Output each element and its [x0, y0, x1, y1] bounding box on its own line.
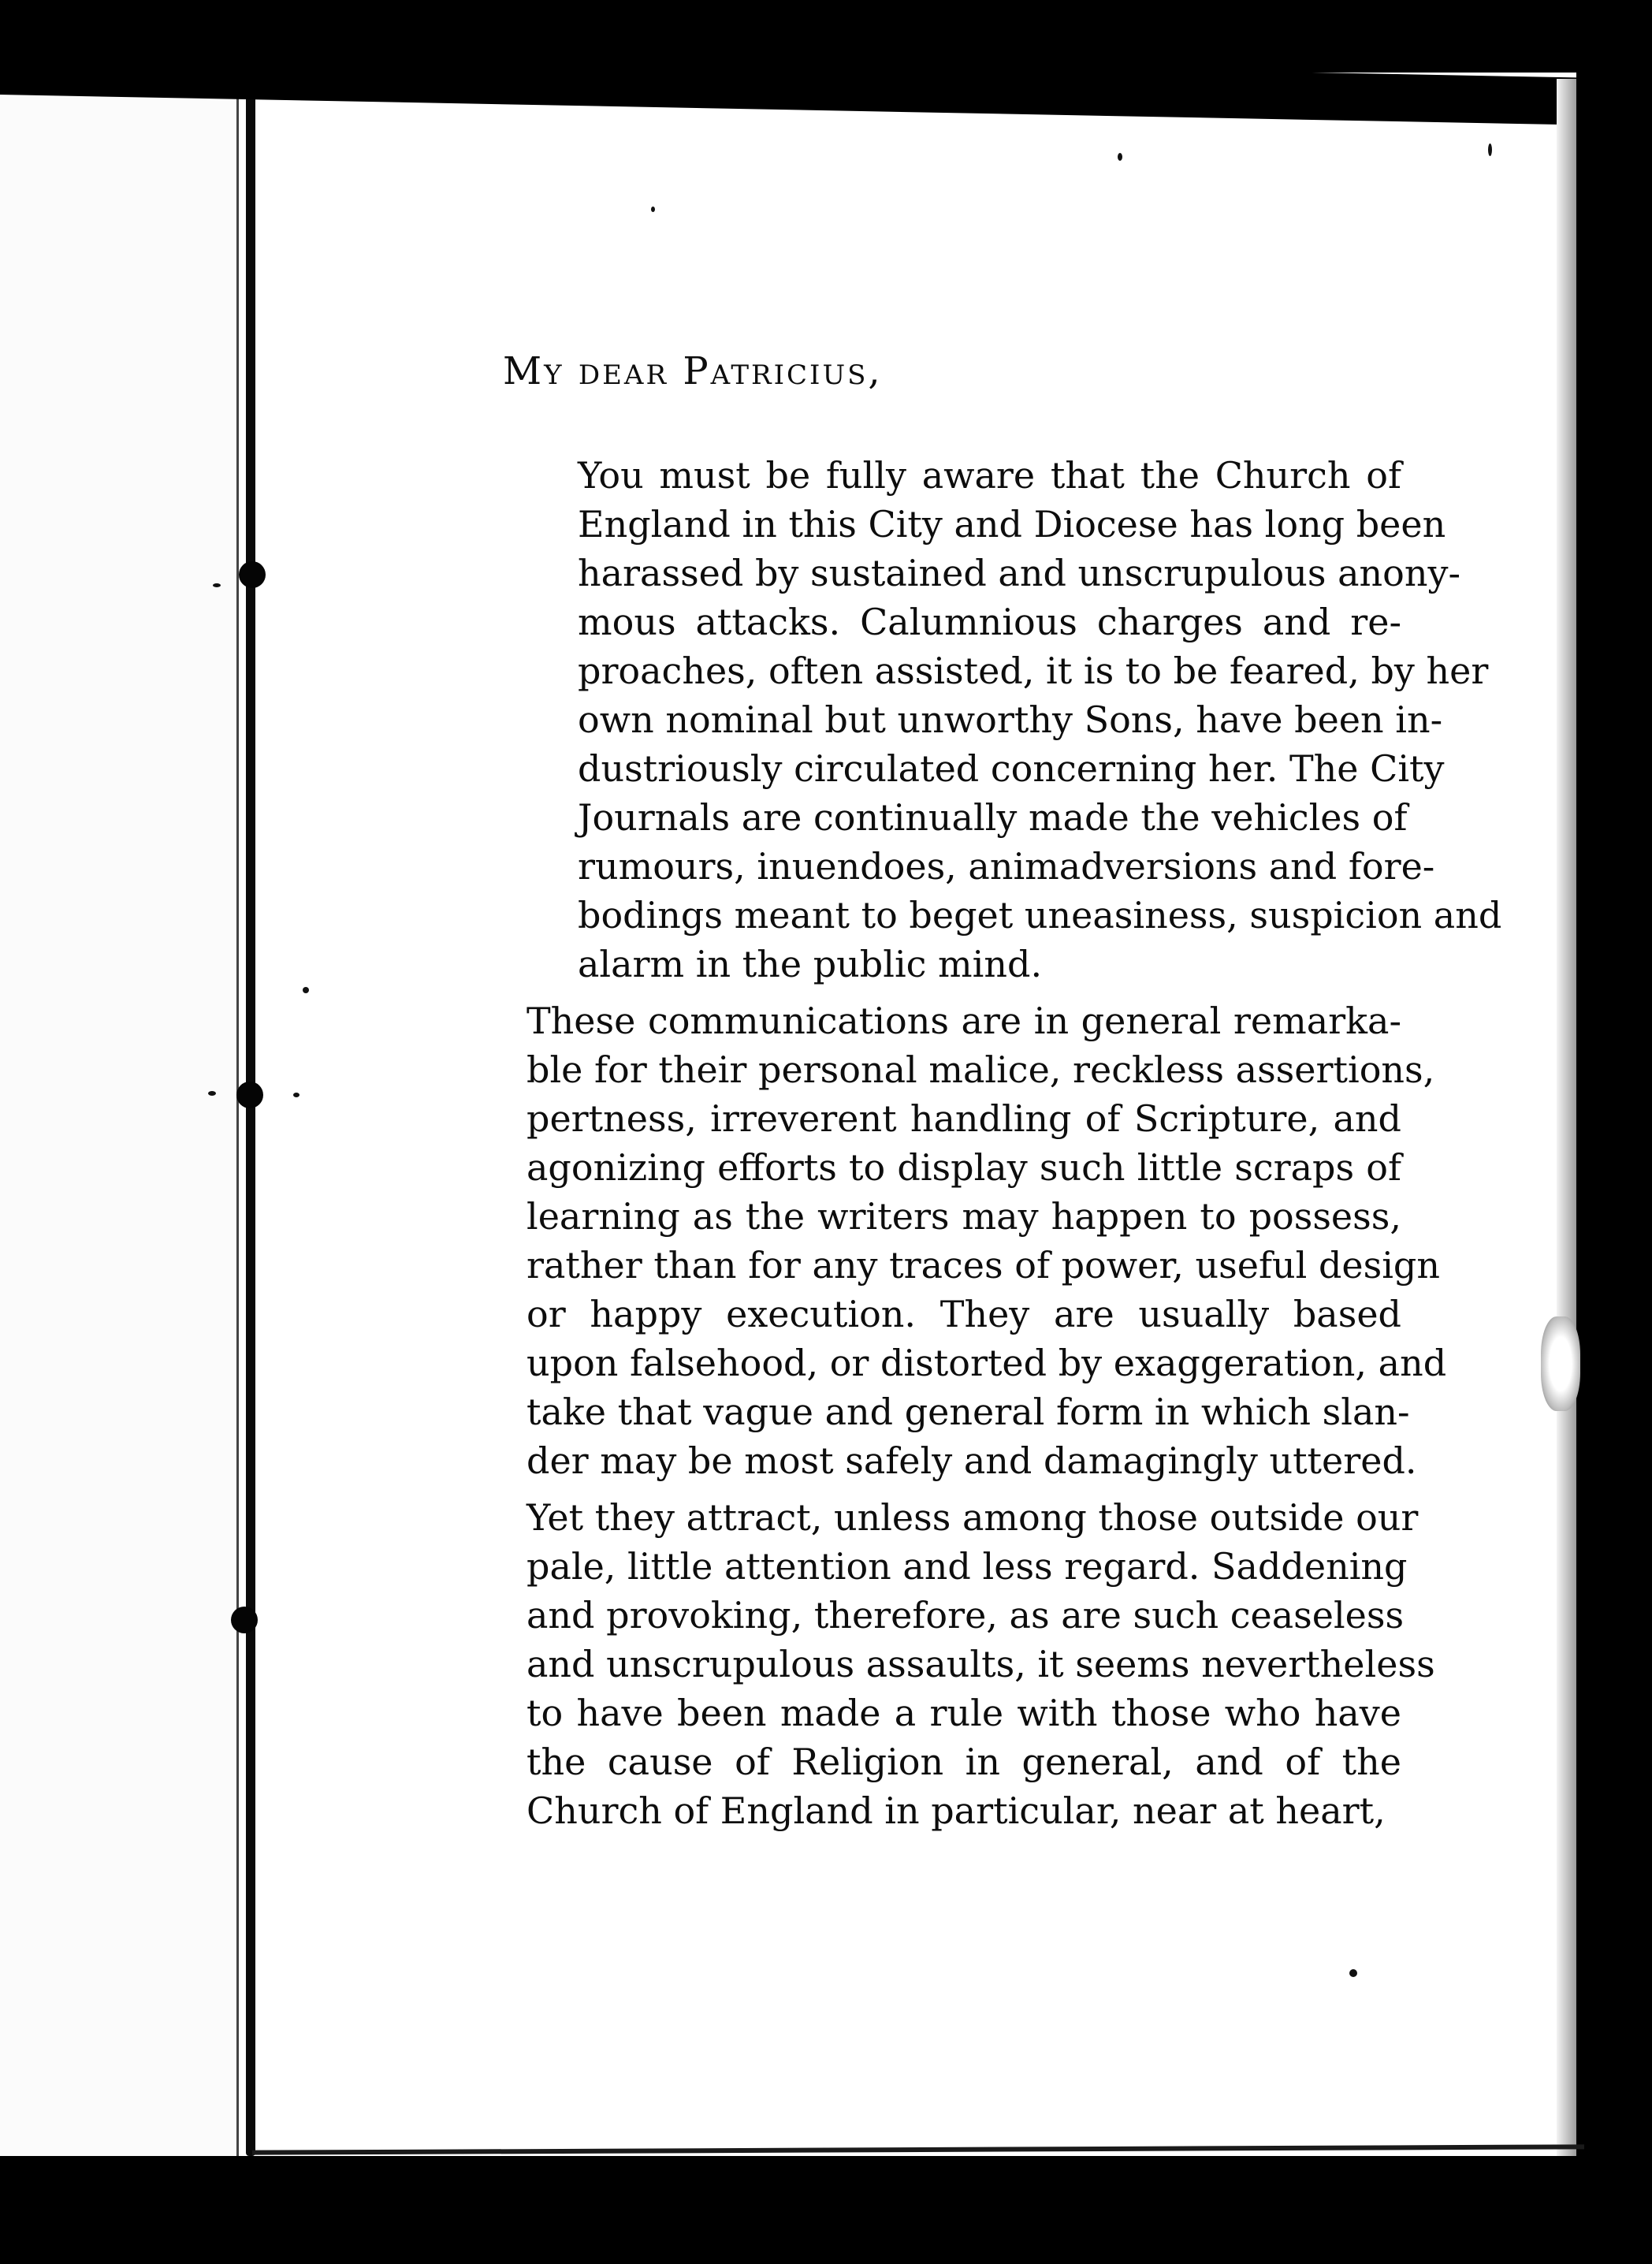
- text-line: You must be fully aware that the Church of: [578, 454, 1401, 497]
- paragraph-2: [471, 996, 1447, 1485]
- binding-stitch: [236, 1082, 263, 1108]
- binding-stitch: [231, 1607, 258, 1633]
- scan-right-border: [1576, 0, 1652, 2264]
- ink-speck: [651, 207, 655, 212]
- text-line: England in this City and Diocese has long been: [578, 503, 1446, 546]
- text-line: rumours, inuendoes, animadversions and fore-: [578, 845, 1435, 888]
- ink-speck: [208, 1091, 216, 1096]
- binding-thread: [246, 75, 255, 2156]
- text-line: der may be most safely and damagingly uttered.: [526, 1439, 1417, 1482]
- letter-body: [471, 347, 1502, 1843]
- text-line: These communications are in general remarka-: [526, 1000, 1401, 1042]
- text-line: pale, little attention and less regard. Saddening: [526, 1545, 1408, 1588]
- text-line: own nominal but unworthy Sons, have been in-: [578, 698, 1443, 741]
- scan-bottom-border: [0, 2156, 1652, 2264]
- text-line: Yet they attract, unless among those outside our: [526, 1496, 1419, 1539]
- text-line: ble for their personal malice, reckless assertions,: [526, 1048, 1435, 1091]
- text-line: dustriously circulated concerning her. The City: [578, 747, 1445, 790]
- paper-damage-spot: [1541, 1316, 1580, 1411]
- text-line: learning as the writers may happen to possess,: [526, 1195, 1401, 1238]
- ink-speck: [1118, 153, 1122, 161]
- ink-speck: [303, 987, 309, 993]
- text-line: and provoking, therefore, as are such ceaseless: [526, 1594, 1405, 1637]
- text-line: harassed by sustained and unscrupulous anony-: [578, 552, 1460, 594]
- paragraph-3: [471, 1493, 1435, 1835]
- text-line: proaches, often assisted, it is to be feared, by her: [578, 650, 1489, 692]
- text-line: the cause of Religion in general, and of the: [526, 1741, 1401, 1783]
- text-line: rather than for any traces of power, useful design: [526, 1244, 1441, 1287]
- gutter-shadow: [236, 75, 239, 2156]
- ink-speck: [1349, 1969, 1357, 1977]
- ink-speck: [1488, 143, 1492, 156]
- text-line: and unscrupulous assaults, it seems nevertheless: [526, 1643, 1435, 1685]
- text-line: upon falsehood, or distorted by exaggeration, and: [526, 1342, 1447, 1384]
- ink-speck: [213, 583, 221, 587]
- text-line: alarm in the public mind.: [578, 943, 1043, 985]
- text-line: pertness, irreverent handling of Scripture, and: [526, 1097, 1401, 1140]
- text-line: or happy execution. They are usually based: [526, 1293, 1401, 1335]
- text-line: Church of England in particular, near at heart,: [526, 1789, 1386, 1832]
- binding-stitch: [239, 561, 266, 588]
- page-bottom-edge: [252, 2144, 1584, 2154]
- text-line: Journals are continually made the vehicles of: [578, 796, 1408, 839]
- text-line: agonizing efforts to display such little scraps of: [526, 1146, 1401, 1189]
- text-line: take that vague and general form in which slan-: [526, 1391, 1410, 1433]
- paragraph-1: [471, 451, 1502, 989]
- text-line: to have been made a rule with those who have: [526, 1692, 1401, 1734]
- facing-page-margin: [0, 75, 240, 2156]
- salutation: My dear Patricius,: [503, 349, 883, 393]
- ink-speck: [293, 1093, 300, 1097]
- text-line: bodings meant to beget uneasiness, suspicion and: [578, 894, 1502, 937]
- text-line: mous attacks. Calumnious charges and re-: [578, 601, 1401, 643]
